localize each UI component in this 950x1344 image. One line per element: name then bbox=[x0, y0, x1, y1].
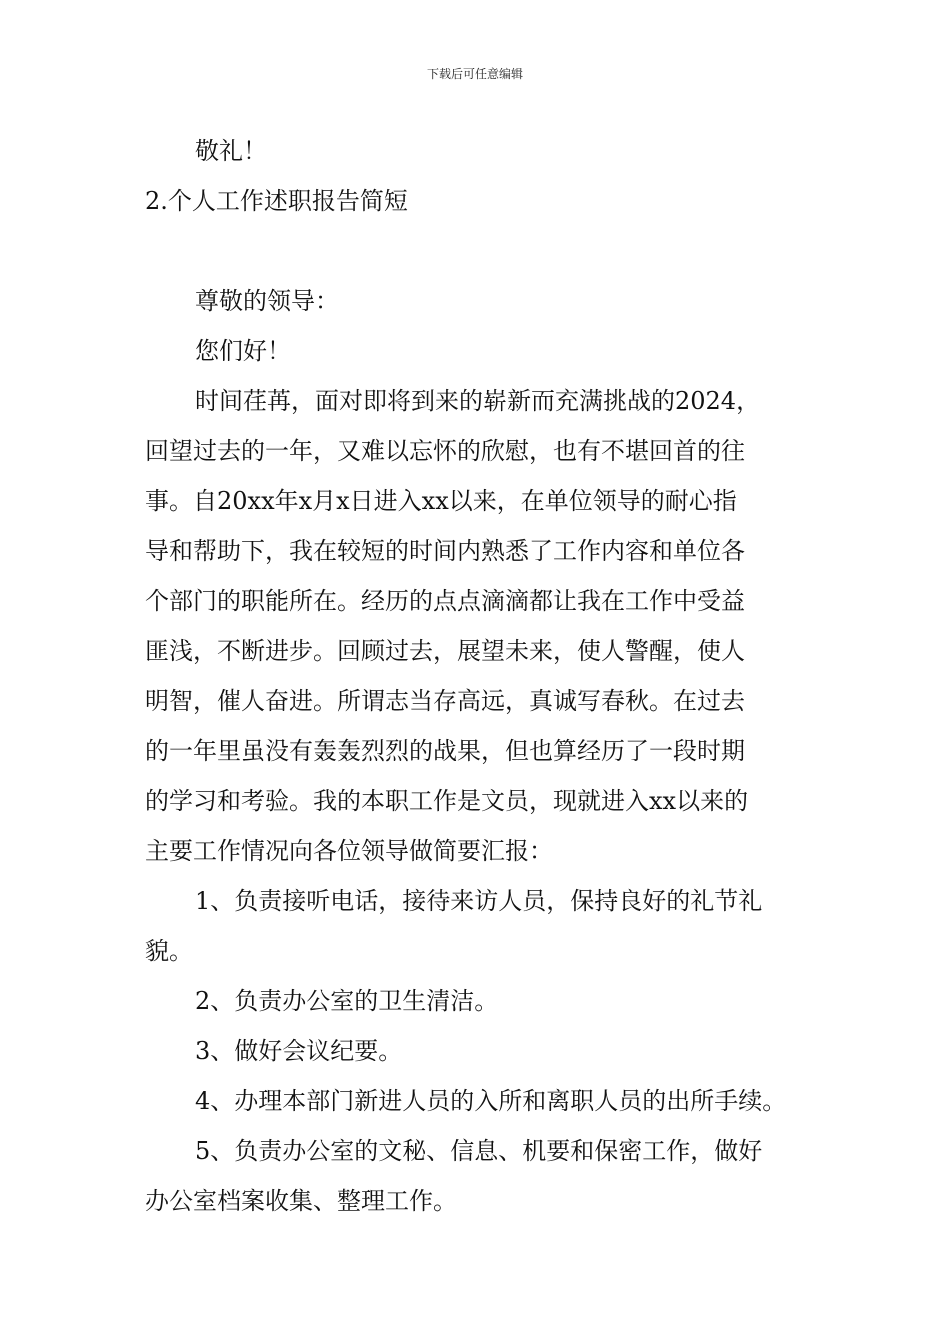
list-item-4: 4、办理本部门新进人员的入所和离职人员的出所手续。 bbox=[195, 1087, 787, 1115]
paragraph-line: 个部门的职能所在。经历的点点滴滴都让我在工作中受益 bbox=[145, 587, 745, 615]
paragraph-line: 回望过去的一年，又难以忘怀的欣慰，也有不堪回首的往 bbox=[145, 437, 745, 465]
closing-line: 敬礼！ bbox=[195, 137, 267, 165]
list-item-line: 1、负责接听电话，接待来访人员，保持良好的礼节礼 bbox=[195, 887, 763, 915]
list-item-line: 办公室档案收集、整理工作。 bbox=[145, 1187, 457, 1215]
list-item-3: 3、做好会议纪要。 bbox=[195, 1037, 403, 1065]
paragraph-line: 的一年里虽没有轰轰烈烈的战果，但也算经历了一段时期 bbox=[145, 737, 745, 765]
list-item-5 bbox=[145, 1126, 807, 1226]
salutation-line: 尊敬的领导： bbox=[195, 287, 339, 315]
paragraph-line: 事。自20xx年x月x日进入xx以来，在单位领导的耐心指 bbox=[145, 487, 737, 515]
list-item-line: 貌。 bbox=[145, 937, 193, 965]
list-item-2: 2、负责办公室的卫生清洁。 bbox=[195, 987, 499, 1015]
paragraph-line: 主要工作情况向各位领导做简要汇报： bbox=[145, 837, 553, 865]
intro-paragraph bbox=[145, 376, 807, 876]
paragraph-line: 时间荏苒，面对即将到来的崭新而充满挑战的2024， bbox=[195, 387, 761, 415]
paragraph-line: 匪浅，不断进步。回顾过去，展望未来，使人警醒，使人 bbox=[145, 637, 745, 665]
section-title: 2.个人工作述职报告简短 bbox=[145, 187, 408, 215]
document-body bbox=[145, 126, 807, 1226]
header-note: 下载后可任意编辑 bbox=[426, 67, 523, 81]
blank-line bbox=[145, 226, 807, 276]
list-item-1 bbox=[145, 876, 807, 976]
list-item-line: 5、负责办公室的文秘、信息、机要和保密工作，做好 bbox=[195, 1137, 763, 1165]
paragraph-line: 明智，催人奋进。所谓志当存高远，真诚写春秋。在过去 bbox=[145, 687, 745, 715]
greeting-line: 您们好！ bbox=[195, 337, 291, 365]
paragraph-line: 的学习和考验。我的本职工作是文员，现就进入xx以来的 bbox=[145, 787, 749, 815]
paragraph-line: 导和帮助下，我在较短的时间内熟悉了工作内容和单位各 bbox=[145, 537, 745, 565]
